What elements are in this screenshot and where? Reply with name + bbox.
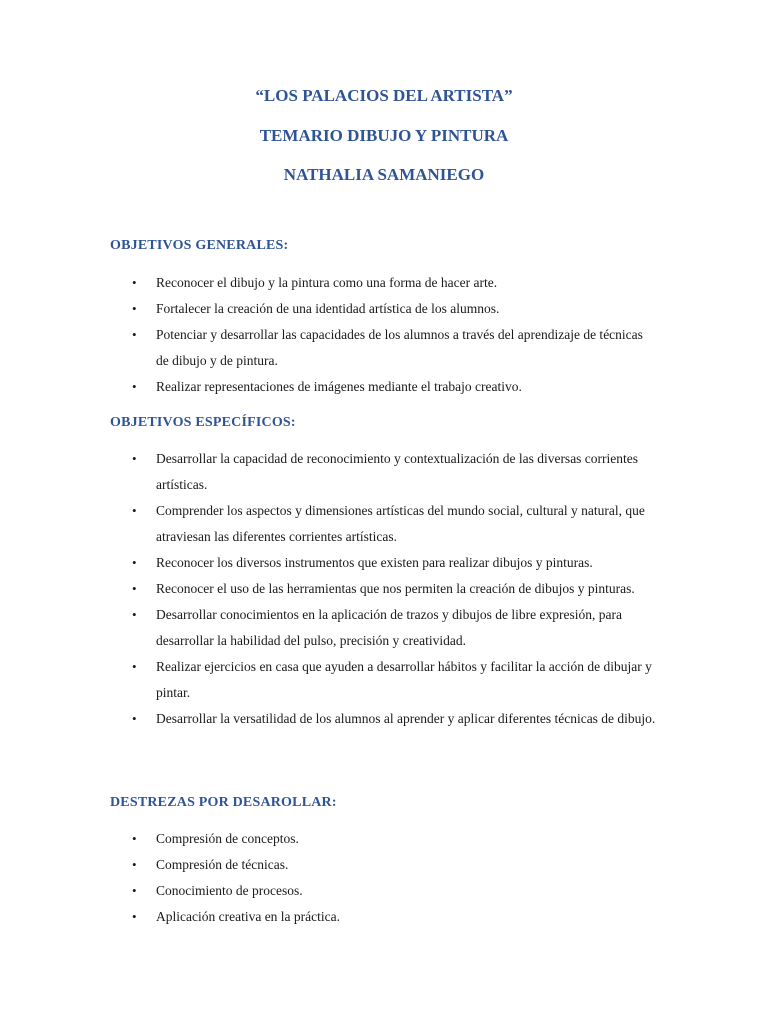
section-heading-objetivos-especificos: OBJETIVOS ESPECÍFICOS: (110, 415, 296, 430)
section-heading-objetivos-generales: OBJETIVOS GENERALES: (110, 238, 289, 253)
list-item: • Desarrollar la versatilidad de los alumnos al aprender y aplicar diferentes técnicas de dibujo. (0, 706, 656, 732)
list-item: • Desarrollar conocimientos en la aplicación de trazos y dibujos de libre expresión, para desarrollar la habilidad del pulso, precisión y creatividad. (0, 602, 656, 654)
document-subtitle: TEMARIO DIBUJO Y PINTURA (259, 126, 509, 145)
bullet-icon: • (132, 909, 137, 924)
document-title: “LOS PALACIOS DEL ARTISTA” (255, 86, 513, 105)
list-item: • Desarrollar la capacidad de reconocimiento y contextualización de las diversas corrientes artísticas. (0, 446, 656, 498)
list-item: • Compresión de conceptos. (0, 826, 656, 852)
list-item: • Aplicación creativa en la práctica. (0, 904, 656, 930)
list-item: • Fortalecer la creación de una identidad artística de los alumnos. (0, 296, 656, 322)
bullet-icon: • (132, 275, 137, 290)
list-item: • Reconocer los diversos instrumentos que existen para realizar dibujos y pinturas. (0, 550, 656, 576)
list-item: • Compresión de técnicas. (0, 852, 656, 878)
list-item: • Conocimiento de procesos. (0, 878, 656, 904)
list-item: • Realizar ejercicios en casa que ayuden a desarrollar hábitos y facilitar la acción de dibujar y pintar. (0, 654, 656, 706)
bullet-icon: • (132, 857, 137, 872)
bullet-icon: • (132, 555, 137, 570)
list-item: • Realizar representaciones de imágenes mediante el trabajo creativo. (0, 374, 656, 400)
list-destrezas (0, 826, 768, 930)
bullet-icon: • (132, 327, 137, 342)
bullet-icon: • (132, 607, 137, 622)
bullet-icon: • (132, 831, 137, 846)
list-objetivos-especificos (0, 446, 768, 732)
bullet-icon: • (132, 503, 137, 518)
list-item: • Reconocer el uso de las herramientas que nos permiten la creación de dibujos y pinturas. (0, 576, 656, 602)
list-objetivos-generales (0, 270, 768, 400)
bullet-icon: • (132, 451, 137, 466)
bullet-icon: • (132, 379, 137, 394)
bullet-icon: • (132, 711, 137, 726)
list-item: • Reconocer el dibujo y la pintura como una forma de hacer arte. (0, 270, 656, 296)
list-item: • Comprender los aspectos y dimensiones artísticas del mundo social, cultural y natural, que atraviesan las diferentes corrientes artísticas. (0, 498, 656, 550)
bullet-icon: • (132, 301, 137, 316)
list-item: • Potenciar y desarrollar las capacidades de los alumnos a través del aprendizaje de técnicas de dibujo y de pintura. (0, 322, 656, 374)
bullet-icon: • (132, 581, 137, 596)
section-heading-destrezas: DESTREZAS POR DESAROLLAR: (110, 795, 337, 810)
document-author: NATHALIA SAMANIEGO (283, 165, 485, 184)
bullet-icon: • (132, 883, 137, 898)
bullet-icon: • (132, 659, 137, 674)
